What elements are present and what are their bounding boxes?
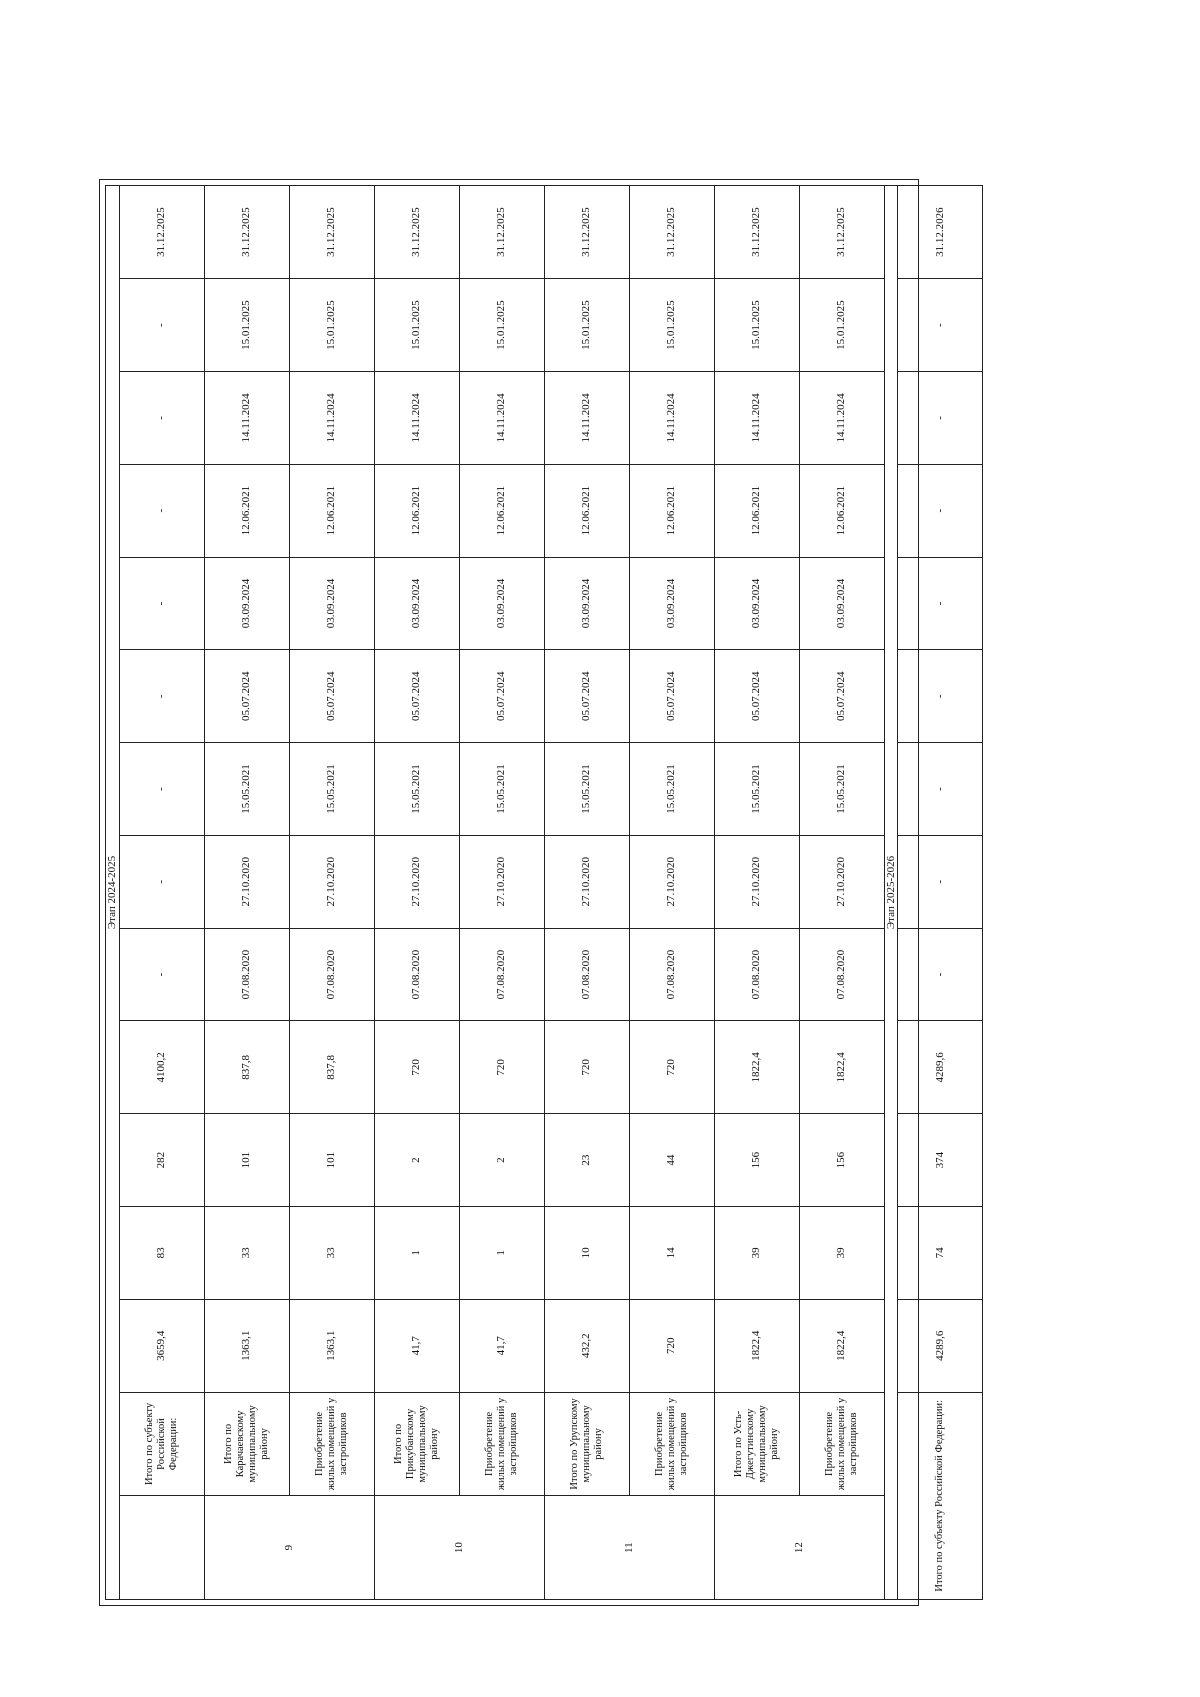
date-cell: 03.09.2024 [714, 557, 799, 650]
area-cell: 1822,4 [799, 1299, 884, 1392]
count-cell: 39 [799, 1207, 884, 1300]
date-cell: 14.11.2024 [374, 372, 459, 465]
date-cell: 27.10.2020 [459, 835, 544, 928]
date-cell: - [119, 557, 204, 650]
date-cell: 07.08.2020 [714, 928, 799, 1021]
date-cell: 14.11.2024 [629, 372, 714, 465]
date-cell: 07.08.2020 [289, 928, 374, 1021]
people-cell: 2 [459, 1114, 544, 1207]
count-cell: 10 [544, 1207, 629, 1300]
date-cell: 05.07.2024 [629, 650, 714, 743]
row-name: Итого по субъекту Российской Федерации: [119, 1392, 204, 1496]
date-cell: - [898, 279, 983, 372]
date-cell: 05.07.2024 [459, 650, 544, 743]
table-row [714, 186, 799, 1600]
row-name: Итого по Карачаевскому муниципальному району [204, 1392, 289, 1496]
date-cell: - [898, 650, 983, 743]
table-row [204, 186, 289, 1600]
date-cell: - [119, 835, 204, 928]
date-cell: 07.08.2020 [204, 928, 289, 1021]
date-cell: - [898, 464, 983, 557]
people-cell: 374 [898, 1114, 983, 1207]
people-cell: 156 [799, 1114, 884, 1207]
date-cell: 27.10.2020 [204, 835, 289, 928]
row-name: Приобретение жилых помещений у застройщиков [799, 1392, 884, 1496]
people-cell: 101 [204, 1114, 289, 1207]
date-cell: 15.01.2025 [289, 279, 374, 372]
date-cell: 03.09.2024 [459, 557, 544, 650]
area-cell: 41,7 [459, 1299, 544, 1392]
date-cell: - [119, 650, 204, 743]
date-cell: 31.12.2025 [289, 186, 374, 279]
area-total-cell: 837,8 [289, 1021, 374, 1114]
row-number [119, 1496, 204, 1600]
count-cell: 1 [374, 1207, 459, 1300]
date-cell: 12.06.2021 [374, 464, 459, 557]
date-cell: 14.11.2024 [289, 372, 374, 465]
table-row [119, 186, 204, 1600]
date-cell: 31.12.2025 [204, 186, 289, 279]
date-cell: 03.09.2024 [629, 557, 714, 650]
count-cell: 33 [289, 1207, 374, 1300]
date-cell: 12.06.2021 [289, 464, 374, 557]
date-cell: 07.08.2020 [544, 928, 629, 1021]
date-cell: 12.06.2021 [459, 464, 544, 557]
area-cell: 3659,4 [119, 1299, 204, 1392]
date-cell: 03.09.2024 [799, 557, 884, 650]
date-cell: 15.05.2021 [289, 743, 374, 836]
date-cell: 12.06.2021 [799, 464, 884, 557]
stage-row-2024-2025 [106, 186, 120, 1600]
date-cell: 14.11.2024 [799, 372, 884, 465]
row-name: Итого по Прикубанскому муниципальному району [374, 1392, 459, 1496]
date-cell: 15.01.2025 [204, 279, 289, 372]
date-cell: 05.07.2024 [289, 650, 374, 743]
count-cell: 33 [204, 1207, 289, 1300]
date-cell: 05.07.2024 [374, 650, 459, 743]
date-cell: 15.01.2025 [374, 279, 459, 372]
date-cell: 15.05.2021 [204, 743, 289, 836]
row-name: Приобретение жилых помещений у застройщиков [459, 1392, 544, 1496]
date-cell: 27.10.2020 [374, 835, 459, 928]
date-cell: 15.05.2021 [629, 743, 714, 836]
date-cell: 12.06.2021 [204, 464, 289, 557]
date-cell: 27.10.2020 [289, 835, 374, 928]
area-total-cell: 720 [544, 1021, 629, 1114]
row-name: Итого по Урупскому муниципальному району [544, 1392, 629, 1496]
stage-row-2025-2026 [884, 186, 898, 1600]
area-total-cell: 720 [374, 1021, 459, 1114]
people-cell: 44 [629, 1114, 714, 1207]
area-cell: 1363,1 [289, 1299, 374, 1392]
date-cell: 15.01.2025 [714, 279, 799, 372]
date-cell: 15.05.2021 [544, 743, 629, 836]
date-cell: 05.07.2024 [544, 650, 629, 743]
date-cell: - [119, 279, 204, 372]
date-cell: 07.08.2020 [629, 928, 714, 1021]
table-row [799, 186, 884, 1600]
area-total-cell: 4100,2 [119, 1021, 204, 1114]
area-cell: 41,7 [374, 1299, 459, 1392]
area-total-cell: 1822,4 [714, 1021, 799, 1114]
date-cell: 07.08.2020 [374, 928, 459, 1021]
date-cell: - [898, 928, 983, 1021]
count-cell: 83 [119, 1207, 204, 1300]
date-cell: 15.01.2025 [799, 279, 884, 372]
date-cell: 03.09.2024 [544, 557, 629, 650]
date-cell: - [898, 372, 983, 465]
count-cell: 39 [714, 1207, 799, 1300]
date-cell: 31.12.2025 [629, 186, 714, 279]
area-total-cell: 837,8 [204, 1021, 289, 1114]
date-cell: 31.12.2025 [119, 186, 204, 279]
date-cell: 14.11.2024 [459, 372, 544, 465]
area-total-cell: 1822,4 [799, 1021, 884, 1114]
date-cell: 07.08.2020 [799, 928, 884, 1021]
date-cell: 03.09.2024 [204, 557, 289, 650]
date-cell: 07.08.2020 [459, 928, 544, 1021]
row-number: 12 [714, 1496, 884, 1600]
people-cell: 156 [714, 1114, 799, 1207]
date-cell: 31.12.2026 [898, 186, 983, 279]
date-cell: - [119, 743, 204, 836]
people-cell: 2 [374, 1114, 459, 1207]
date-cell: 12.06.2021 [629, 464, 714, 557]
date-cell: - [119, 372, 204, 465]
date-cell: 15.01.2025 [629, 279, 714, 372]
row-number: 11 [544, 1496, 714, 1600]
total-row-name: Итого по субъекту Российской Федерации: [898, 1392, 983, 1599]
date-cell: 15.01.2025 [459, 279, 544, 372]
stage-label: Этап 2024-2025 [106, 186, 120, 1600]
date-cell: 03.09.2024 [374, 557, 459, 650]
count-cell: 1 [459, 1207, 544, 1300]
date-cell: 15.05.2021 [799, 743, 884, 836]
date-cell: - [119, 464, 204, 557]
date-cell: 27.10.2020 [544, 835, 629, 928]
row-number: 9 [204, 1496, 374, 1600]
date-cell: 15.05.2021 [374, 743, 459, 836]
date-cell: 15.05.2021 [459, 743, 544, 836]
people-cell: 282 [119, 1114, 204, 1207]
table-row [374, 186, 459, 1600]
date-cell: 27.10.2020 [629, 835, 714, 928]
area-cell: 1363,1 [204, 1299, 289, 1392]
date-cell: 31.12.2025 [374, 186, 459, 279]
area-cell: 432,2 [544, 1299, 629, 1392]
date-cell: 27.10.2020 [714, 835, 799, 928]
table-row [289, 186, 374, 1600]
date-cell: 31.12.2025 [714, 186, 799, 279]
date-cell: 15.05.2021 [714, 743, 799, 836]
count-cell: 74 [898, 1207, 983, 1300]
date-cell: - [898, 835, 983, 928]
stage-label: Этап 2025-2026 [884, 186, 898, 1600]
people-cell: 101 [289, 1114, 374, 1207]
total-row [898, 186, 983, 1600]
date-cell: - [898, 743, 983, 836]
date-cell: 12.06.2021 [544, 464, 629, 557]
date-cell: 05.07.2024 [714, 650, 799, 743]
people-cell: 23 [544, 1114, 629, 1207]
date-cell: 31.12.2025 [459, 186, 544, 279]
resettlement-table [105, 185, 983, 1600]
area-cell: 720 [629, 1299, 714, 1392]
date-cell: 12.06.2021 [714, 464, 799, 557]
date-cell: 05.07.2024 [799, 650, 884, 743]
area-total-cell: 720 [459, 1021, 544, 1114]
date-cell: 03.09.2024 [289, 557, 374, 650]
date-cell: 27.10.2020 [799, 835, 884, 928]
date-cell: 14.11.2024 [544, 372, 629, 465]
date-cell: 14.11.2024 [714, 372, 799, 465]
row-name: Приобретение жилых помещений у застройщиков [289, 1392, 374, 1496]
rotated-document [105, 185, 1045, 1600]
count-cell: 14 [629, 1207, 714, 1300]
table-row [459, 186, 544, 1600]
area-cell: 1822,4 [714, 1299, 799, 1392]
date-cell: - [898, 557, 983, 650]
date-cell: 31.12.2025 [544, 186, 629, 279]
date-cell: 15.01.2025 [544, 279, 629, 372]
row-number: 10 [374, 1496, 544, 1600]
area-total-cell: 720 [629, 1021, 714, 1114]
date-cell: - [119, 928, 204, 1021]
date-cell: 14.11.2024 [204, 372, 289, 465]
area-total-cell: 4289,6 [898, 1021, 983, 1114]
row-name: Итого по Усть-Джегутинскому муниципальному району [714, 1392, 799, 1496]
date-cell: 31.12.2025 [799, 186, 884, 279]
row-name: Приобретение жилых помещений у застройщиков [629, 1392, 714, 1496]
table-row [629, 186, 714, 1600]
date-cell: 05.07.2024 [204, 650, 289, 743]
area-cell: 4289,6 [898, 1299, 983, 1392]
table-row [544, 186, 629, 1600]
